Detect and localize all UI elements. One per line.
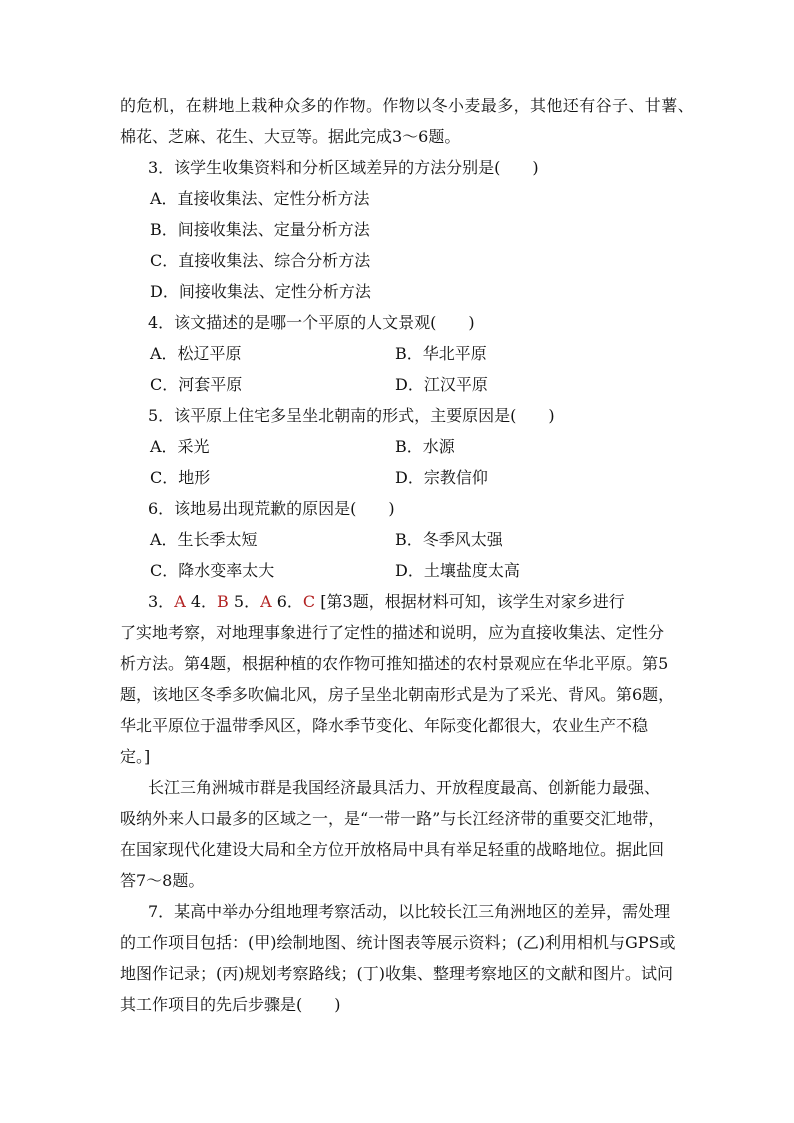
q3-option-b: B．间接收集法、定量分析方法 xyxy=(150,220,370,239)
explanation-line-5: 华北平原位于温带季风区，降水季节变化、年际变化都很大，农业生产不稳 xyxy=(120,716,649,735)
answer-5-number: 5． xyxy=(233,592,261,611)
question-5-stem: 5．该平原上住宅多呈坐北朝南的形式，主要原因是( ) xyxy=(148,406,555,425)
q4-option-a: A．松辽平原 xyxy=(150,344,242,363)
explanation-line-1: [第3题，根据材料可知，该学生对家乡进行 xyxy=(320,592,625,611)
answer-5-value: A xyxy=(260,592,272,611)
explanation-line-3: 析方法。第4题，根据种植的农作物可推知描述的农村景观应在华北平原。第5 xyxy=(120,654,669,673)
q6-option-a: A．生长季太短 xyxy=(150,530,258,549)
question-3-stem: 3．该学生收集资料和分析区域差异的方法分别是( ) xyxy=(148,158,539,177)
intro-line-1: 的危机，在耕地上栽种众多的作物。作物以冬小麦最多，其他还有谷子、甘薯、 xyxy=(120,96,695,115)
answer-key-line xyxy=(148,592,625,612)
q4-option-d: D．江汉平原 xyxy=(395,375,488,394)
intro-line-2: 棉花、芝麻、花生、大豆等。据此完成3～6题。 xyxy=(120,127,461,146)
explanation-line-6: 定。] xyxy=(120,747,151,766)
question-6-stem: 6．该地易出现荒歉的原因是( ) xyxy=(148,499,395,518)
passage2-line-2: 吸纳外来人口最多的区域之一，是“一带一路”与长江经济带的重要交汇地带， xyxy=(120,809,665,828)
q4-option-b: B．华北平原 xyxy=(395,344,487,363)
passage2-line-4: 答7～8题。 xyxy=(120,871,205,890)
question-7-line-3: 地图作记录；(丙)规划考察路线；(丁)收集、整理考察地区的文献和图片。试问 xyxy=(120,964,673,983)
q5-option-d: D．宗教信仰 xyxy=(395,468,488,487)
q6-option-d: D．土壤盐度太高 xyxy=(395,561,520,580)
passage2-line-3: 在国家现代化建设大局和全方位开放格局中具有举足轻重的战略地位。据此回 xyxy=(120,840,665,859)
question-7-line-2: 的工作项目包括：(甲)绘制地图、统计图表等展示资料；(乙)利用相机与GPS或 xyxy=(120,933,676,952)
q3-option-d: D．间接收集法、定性分析方法 xyxy=(150,282,371,301)
q3-option-c: C．直接收集法、综合分析方法 xyxy=(150,251,371,270)
q6-option-b: B．冬季风太强 xyxy=(395,530,503,549)
answer-6-value: C xyxy=(302,592,316,611)
answer-4-number: 4． xyxy=(190,592,218,611)
explanation-line-2: 了实地考察，对地理事象进行了定性的描述和说明，应为直接收集法、定性分 xyxy=(120,623,665,642)
answer-3-value: A xyxy=(174,592,186,611)
passage2-line-1: 长江三角洲城市群是我国经济最具活力、开放程度最高、创新能力最强、 xyxy=(148,778,661,797)
question-4-stem: 4．该文描述的是哪一个平原的人文景观( ) xyxy=(148,313,475,332)
q6-option-c: C．降水变率太大 xyxy=(150,561,275,580)
q3-option-a: A．直接收集法、定性分析方法 xyxy=(150,189,370,208)
answer-3-number: 3． xyxy=(148,592,175,611)
question-7-line-4: 其工作项目的先后步骤是( ) xyxy=(120,995,341,1014)
answer-6-number: 6． xyxy=(276,592,303,611)
q5-option-b: B．水源 xyxy=(395,437,455,456)
explanation-line-4: 题，该地区冬季多吹偏北风，房子呈坐北朝南形式是为了采光、背风。第6题， xyxy=(120,685,675,704)
answer-4-value: B xyxy=(217,592,229,611)
question-7-line-1: 7．某高中举办分组地理考察活动，以比较长江三角洲地区的差异，需处理 xyxy=(148,902,671,921)
q5-option-c: C．地形 xyxy=(150,468,211,487)
q4-option-c: C．河套平原 xyxy=(150,375,243,394)
q5-option-a: A．采光 xyxy=(150,437,210,456)
